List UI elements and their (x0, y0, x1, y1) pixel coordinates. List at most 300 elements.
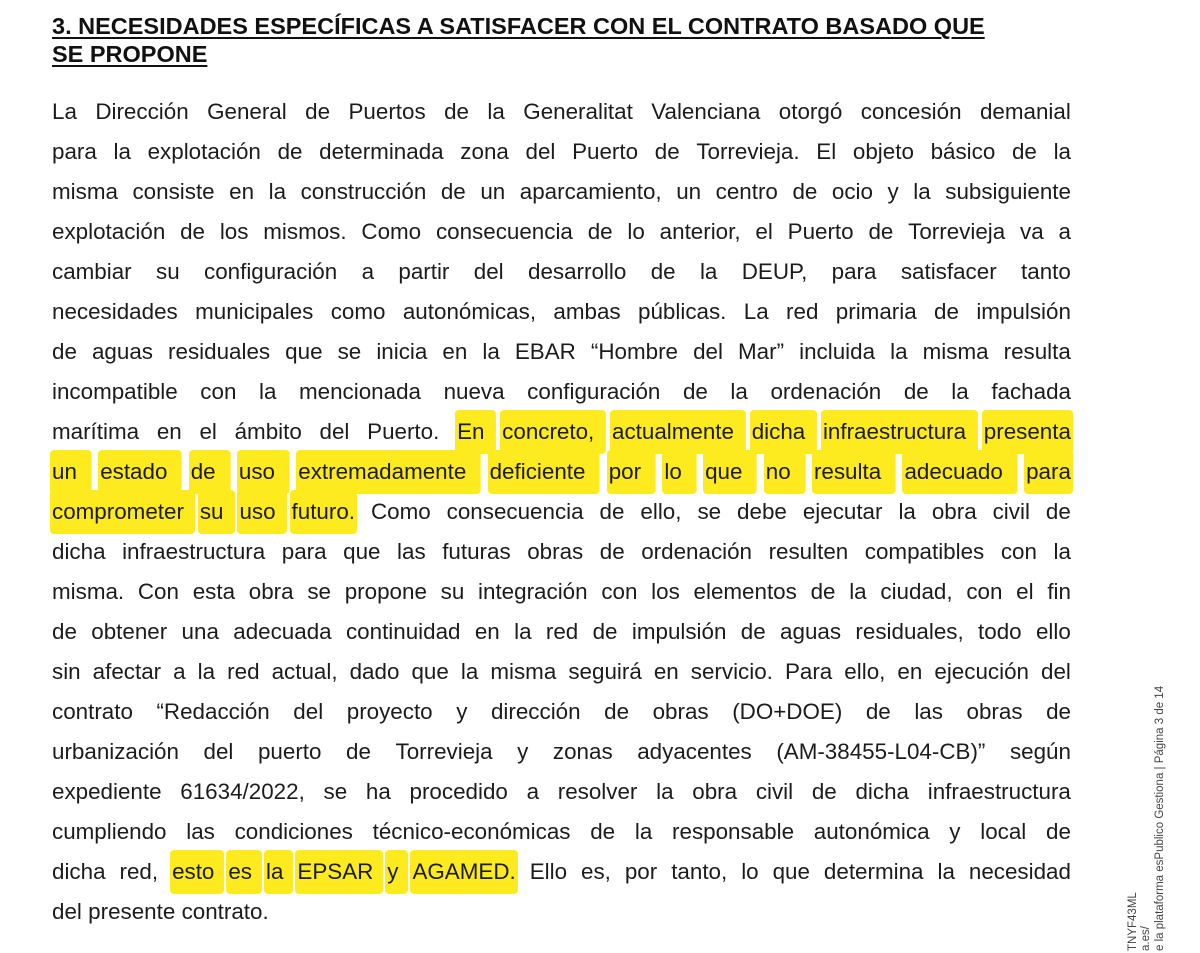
highlighted-word: dicha (752, 412, 806, 452)
word: obra (248, 579, 294, 604)
word: de (868, 219, 894, 244)
word: de (440, 179, 466, 204)
word: consecuencia (435, 219, 573, 244)
word: incluida (799, 339, 876, 364)
word: contrato. (181, 899, 269, 924)
word: ambas (553, 299, 621, 324)
word: a (173, 659, 186, 684)
paragraph-line-words (52, 172, 1071, 212)
paragraph-line-words (52, 492, 1071, 532)
word: aguas (91, 339, 153, 364)
highlighted-word: actualmente (612, 412, 734, 452)
word: seguirá (568, 659, 642, 684)
word: de (811, 779, 837, 804)
paragraph-line (52, 572, 1071, 612)
paragraph-line-words (52, 372, 1071, 412)
highlighted-word: extremadamente (298, 452, 466, 492)
word: en (474, 619, 500, 644)
word: las (914, 699, 943, 724)
word: debe (737, 499, 787, 524)
section-heading-line-1: 3. NECESIDADES ESPECÍFICAS A SATISFACER CON EL CONTRATO BASADO QUE (52, 13, 985, 39)
highlighted-word: uso (239, 492, 275, 532)
word: infraestructura (927, 779, 1071, 804)
word: la (890, 339, 908, 364)
highlighted-word: un (52, 452, 77, 492)
word: infraestructura (122, 539, 266, 564)
word: que (772, 859, 810, 884)
paragraph-line-words (52, 292, 1071, 332)
word: tanto (1021, 259, 1071, 284)
word: su (440, 579, 465, 604)
word: otorgó (778, 99, 843, 124)
word: compatibles (864, 539, 985, 564)
word: de (604, 699, 630, 724)
word: tanto, (671, 859, 728, 884)
word: inicia (376, 339, 428, 364)
word: zona (460, 139, 509, 164)
highlighted-word: deficiente (490, 452, 586, 492)
word: se (307, 579, 331, 604)
paragraph-line-words (52, 332, 1071, 372)
word: de (682, 379, 708, 404)
paragraph-line-words (52, 732, 1071, 772)
word: a (526, 779, 540, 804)
highlighted-word: AGAMED. (412, 852, 515, 892)
word: local (980, 819, 1027, 844)
word: como (330, 299, 386, 324)
word: una (181, 619, 219, 644)
highlighted-word: infraestructura (823, 412, 966, 452)
word: ordenación (641, 539, 753, 564)
word: y (887, 179, 899, 204)
highlighted-word: de (191, 452, 216, 492)
word: zonas (552, 739, 613, 764)
word: misma. (52, 579, 125, 604)
word: Puerto (787, 219, 854, 244)
paragraph-line (52, 732, 1071, 772)
word: de (865, 699, 891, 724)
paragraph-line (52, 332, 1071, 372)
word: de (934, 299, 959, 324)
paragraph-line (52, 852, 1071, 892)
word: la (197, 659, 216, 684)
word: dicha (52, 859, 106, 884)
paragraph-line (52, 92, 1071, 132)
word: públicas. (638, 299, 727, 324)
word: de (650, 259, 676, 284)
word: misma (490, 659, 557, 684)
paragraph-line (52, 132, 1071, 172)
paragraph-line-words (52, 852, 1071, 892)
word: las (397, 539, 426, 564)
highlighted-word: y (387, 852, 398, 892)
word: autonómicas, (402, 299, 537, 324)
paragraph-line (52, 372, 1071, 412)
word: la (1053, 139, 1071, 164)
word: (AM-38455-L04-CB)” (776, 739, 986, 764)
word: ejecución (934, 659, 1029, 684)
word: La (743, 299, 769, 324)
word: red (786, 299, 819, 324)
highlighted-word: concreto, (502, 412, 594, 452)
word: en (897, 659, 923, 684)
word: de (444, 99, 469, 124)
word: Ello (529, 859, 568, 884)
word: obras (527, 539, 584, 564)
word: Para (784, 659, 833, 684)
word: se (337, 339, 362, 364)
word: para (281, 539, 327, 564)
word: anterior, (659, 219, 741, 244)
side-margin-line-3: e la plataforma esPublico Gestiona | Página 3 de 14 (1154, 685, 1166, 951)
word: en (229, 179, 255, 204)
word: la (487, 99, 505, 124)
word: el (1016, 579, 1034, 604)
word: ello, (640, 499, 682, 524)
word: la (460, 659, 479, 684)
word: del (1041, 659, 1071, 684)
highlighted-word: su (200, 492, 224, 532)
word: las (186, 819, 215, 844)
word: demanial (979, 99, 1071, 124)
paragraph-line-words (52, 132, 1071, 172)
highlighted-word: por (609, 452, 641, 492)
highlighted-word: la (266, 852, 283, 892)
word: 61634/2022, (180, 779, 305, 804)
word: resulten (768, 539, 849, 564)
word: la (849, 579, 867, 604)
word: con (601, 579, 638, 604)
word: a (361, 259, 375, 284)
highlighted-word: estado (100, 452, 167, 492)
word: de (792, 179, 818, 204)
word: que (411, 659, 449, 684)
word: determina (823, 859, 924, 884)
paragraph-line (52, 772, 1071, 812)
highlighted-word: es (228, 852, 252, 892)
word: (DO+DOE) (732, 699, 843, 724)
paragraph-line-words (52, 892, 1071, 932)
paragraph-line-words (52, 612, 1071, 652)
word: autonómica (813, 819, 930, 844)
paragraph-line (52, 452, 1071, 492)
word: fin (1047, 579, 1071, 604)
side-margin-line-1: TNYF43ML (1127, 892, 1139, 951)
section-heading-line-2: SE PROPONE (52, 41, 208, 67)
word: primaria (835, 299, 917, 324)
word: del (473, 259, 504, 284)
word: se (697, 499, 722, 524)
word: los (651, 579, 680, 604)
word: construcción (300, 179, 427, 204)
word: de (52, 339, 77, 364)
word: a (1058, 219, 1071, 244)
word: aparcamiento, (519, 179, 662, 204)
word: partir (398, 259, 450, 284)
paragraph-line (52, 252, 1071, 292)
word: cambiar (52, 259, 132, 284)
word: misma (922, 339, 989, 364)
word: un (676, 179, 702, 204)
word: misma (52, 179, 118, 204)
word: fachada (991, 379, 1071, 404)
highlighted-word: resulta (814, 452, 881, 492)
paragraph-line (52, 892, 1071, 932)
word: con (200, 379, 237, 404)
word: dicha (855, 779, 910, 804)
word: del (203, 739, 234, 764)
word: del (693, 339, 723, 364)
word: para (52, 139, 97, 164)
word: cumpliendo (52, 819, 167, 844)
word: de (903, 379, 929, 404)
paragraph-line-words (52, 692, 1071, 732)
word: red, (119, 859, 159, 884)
word: consiste (132, 179, 215, 204)
paragraph-line-words (52, 772, 1071, 812)
word: la (514, 619, 532, 644)
word: General (207, 99, 287, 124)
word: con (966, 579, 1003, 604)
word: la (268, 179, 287, 204)
word: la (730, 379, 748, 404)
word: concesión (860, 99, 962, 124)
word: ejecutar (802, 499, 883, 524)
word: adyacentes (637, 739, 752, 764)
word: de (305, 99, 331, 124)
word: de (590, 819, 616, 844)
word: del (319, 419, 350, 444)
word: en (442, 339, 468, 364)
paragraph-line-words (52, 812, 1071, 852)
word: todo (978, 619, 1022, 644)
word: Puerto. (367, 419, 440, 444)
word: desarrollo (528, 259, 627, 284)
highlighted-word: lo (664, 452, 681, 492)
word: DEUP, (741, 259, 808, 284)
paragraph-line (52, 812, 1071, 852)
word: afectar (92, 659, 162, 684)
paragraph-line-words (52, 532, 1071, 572)
word: el (755, 219, 773, 244)
word: va (1020, 219, 1044, 244)
word: la (258, 379, 277, 404)
word: sin (52, 659, 81, 684)
word: de (654, 139, 680, 164)
word: lo (627, 219, 645, 244)
word: esta (192, 579, 236, 604)
word: civil (755, 779, 794, 804)
word: La (52, 99, 77, 124)
paragraph-line (52, 652, 1071, 692)
word: del (525, 139, 556, 164)
word: la (951, 379, 969, 404)
word: ordenación (770, 379, 882, 404)
word: Torrevieja (395, 739, 493, 764)
word: impulsión (976, 299, 1071, 324)
word: de (346, 739, 371, 764)
word: y (517, 739, 529, 764)
word: determinada (319, 139, 444, 164)
word: objeto (852, 139, 914, 164)
highlighted-word: no (766, 452, 791, 492)
word: expediente (52, 779, 162, 804)
highlighted-word: En (457, 412, 484, 452)
word: municipales (195, 299, 314, 324)
paragraph-line (52, 612, 1071, 652)
side-margin-verification-text (1122, 640, 1182, 953)
word: la (937, 859, 955, 884)
word: nueva (443, 379, 505, 404)
word: Puerto (572, 139, 639, 164)
word: el (199, 419, 217, 444)
word: explotación (52, 219, 166, 244)
word: un (480, 179, 506, 204)
word: impulsión (631, 619, 727, 644)
word: en (156, 419, 182, 444)
word: integración (478, 579, 588, 604)
word: la (482, 339, 500, 364)
word: los (219, 219, 249, 244)
word: de (810, 579, 836, 604)
word: de (740, 619, 766, 644)
word: incompatible (52, 379, 178, 404)
word: básico (930, 139, 996, 164)
word: servicio. (690, 659, 773, 684)
word: aguas (780, 619, 842, 644)
word: ámbito (234, 419, 302, 444)
paragraph-line-words (52, 452, 1071, 492)
word: de (1046, 699, 1071, 724)
word: obra (692, 779, 738, 804)
word: y (456, 699, 468, 724)
highlighted-word: uso (239, 452, 275, 492)
highlighted-word: presenta (984, 412, 1071, 452)
word: ello, (844, 659, 886, 684)
word: centro (715, 179, 778, 204)
highlighted-word: adecuado (904, 452, 1002, 492)
word: red (545, 619, 579, 644)
word: continuidad (345, 619, 461, 644)
word: Valenciana (651, 99, 761, 124)
word: “Hombre (590, 339, 679, 364)
highlighted-word: que (705, 452, 742, 492)
word: que (343, 539, 381, 564)
word: obras (966, 699, 1023, 724)
word: contrato (52, 699, 133, 724)
word: futuras (442, 539, 511, 564)
word: configuración (204, 259, 338, 284)
paragraph-line (52, 532, 1071, 572)
word: satisfacer (900, 259, 997, 284)
body-paragraph (52, 92, 1071, 932)
word: se (323, 779, 348, 804)
word: marítima (52, 419, 140, 444)
word: responsable (672, 819, 795, 844)
word: Con (137, 579, 179, 604)
word: es, (581, 859, 611, 884)
word: explotación (147, 139, 261, 164)
word: dado (349, 659, 400, 684)
word: El (816, 139, 837, 164)
word: la (1053, 539, 1071, 564)
word: de (277, 139, 303, 164)
word: mismos. (263, 219, 347, 244)
paragraph-line-words (52, 572, 1071, 612)
highlighted-word: esto (172, 852, 214, 892)
word: de (587, 219, 613, 244)
word: consecuencia (446, 499, 584, 524)
word: la (699, 259, 718, 284)
word: dirección (490, 699, 581, 724)
paragraph-line (52, 692, 1071, 732)
word: Como (361, 219, 422, 244)
word: de (599, 539, 625, 564)
word: del (52, 899, 82, 924)
word: urbanización (52, 739, 179, 764)
word: mencionada (299, 379, 421, 404)
word: de (1011, 139, 1037, 164)
word: ha (365, 779, 391, 804)
paragraph-line-words (52, 652, 1071, 692)
word: en (653, 659, 679, 684)
word: resolver (557, 779, 638, 804)
word: de (599, 499, 625, 524)
word: residuales, (855, 619, 964, 644)
word: por (624, 859, 658, 884)
paragraph-line (52, 212, 1071, 252)
word: obras (652, 699, 709, 724)
side-margin-line-2: a.es/ (1140, 926, 1152, 951)
word: según (1009, 739, 1071, 764)
word: ello (1035, 619, 1071, 644)
word: su (156, 259, 180, 284)
word: de (52, 619, 77, 644)
word: necesidades (52, 299, 178, 324)
word: elementos (693, 579, 797, 604)
paragraph-line-words (52, 412, 1071, 452)
paragraph-line-words (52, 212, 1071, 252)
word: red (227, 659, 260, 684)
word: dicha (52, 539, 106, 564)
word: presente (88, 899, 176, 924)
word: la (898, 499, 916, 524)
word: “Redacción (156, 699, 270, 724)
word: técnico-económicas (372, 819, 571, 844)
word: obra (931, 499, 977, 524)
word: que (285, 339, 323, 364)
paragraph-line (52, 412, 1071, 452)
paragraph-line (52, 172, 1071, 212)
word: proyecto (346, 699, 433, 724)
paragraph-line-words (52, 252, 1071, 292)
word: la (634, 819, 653, 844)
word: de (180, 219, 205, 244)
highlighted-word: futuro. (292, 492, 355, 532)
word: residuales (168, 339, 271, 364)
word: subsiguiente (945, 179, 1071, 204)
word: Generalitat (523, 99, 633, 124)
word: lo (741, 859, 759, 884)
word: puerto (257, 739, 322, 764)
word: resulta (1003, 339, 1071, 364)
paragraph-line-words (52, 92, 1071, 132)
word: la (656, 779, 674, 804)
word: de (1045, 499, 1071, 524)
word: ocio (831, 179, 873, 204)
word: Como (370, 499, 431, 524)
word: ciudad, (880, 579, 953, 604)
